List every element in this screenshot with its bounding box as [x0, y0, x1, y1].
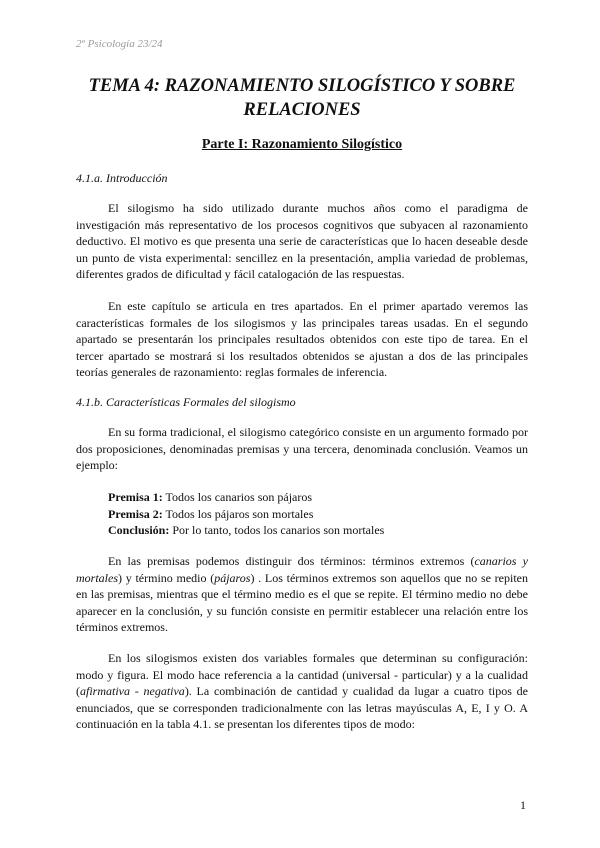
paragraph-formal-2 [76, 553, 528, 636]
example-premise-2 [108, 506, 313, 523]
chapter-title-line1: TEMA 4: RAZONAMIENTO SILOGÍSTICO Y SOBRE [88, 76, 516, 96]
p5-text-a: En los silogismos existen dos variables formales que determinan su configuración: modo y figura. El modo hace referencia a la cantidad (universal - particular) y a la cualidad ( [76, 651, 528, 698]
p4-italic-extremes: canarios y mortales [76, 554, 528, 585]
section-heading-formal: 4.1.b. Características Formales del silogismo [76, 395, 296, 409]
p5-italic-quality: afirmativa - negativa [80, 684, 185, 698]
example-premise-1 [108, 489, 312, 506]
example-conclusion [108, 522, 384, 539]
chapter-title-line2: RELACIONES [243, 100, 361, 120]
p4-italic-middle: pájaros [214, 570, 251, 585]
p4-text-a: En las premisas podemos distinguir dos términos: términos extremos ( [108, 554, 475, 568]
chapter-title [76, 74, 528, 122]
p4-text-e: ) . Los términos extremos son aquellos que no se repiten en las premisas, mientras que el término medio es el que se repite. El término medio no debe aparecer en la conclusión, y su función consiste en permitir establecer una relación entre los términos extremos. [76, 570, 528, 634]
premise-1-text: Todos los canarios son pájaros [162, 490, 313, 504]
p4-text-c: ) y término medio ( [118, 570, 215, 585]
p5-text-c: ). La combinación de cantidad y cualidad da lugar a cuatro tipos de enunciados, que se corresponden tradicionalmente con las letras mayúsculas A, E, I y O. A continuación en la tabla 4.1. se presentan los diferentes tipos de modo: [76, 684, 528, 731]
premise-2-label: Premisa 2: [108, 506, 163, 521]
premise-1-label: Premisa 1: [108, 490, 163, 504]
paragraph-formal-1: En su forma tradicional, el silogismo categórico consiste en un argumento formado por dos proposiciones, denominadas premisas y una tercera, denominada conclusión. Veamos un ejemplo: [76, 425, 528, 472]
conclusion-text: Por lo tanto, todos los canarios son mortales [169, 523, 385, 537]
paragraph-formal-3 [76, 650, 528, 733]
conclusion-label: Conclusión: [108, 523, 170, 537]
premise-2-text: Todos los pájaros son mortales [162, 506, 314, 521]
paragraph-intro-1: El silogismo ha sido utilizado durante muchos años como el paradigma de investigación más representativo de los procesos cognitivos que subyacen al razonamiento deductivo. El motivo es que presenta una serie de características que lo hacen deseable desde un punto de vista experimental: sencillez en la presentación, amplia variedad de problemas, diferentes grados de dificultad y fácil catalogación de las respuestas. [76, 201, 528, 281]
paragraph-intro-2: En este capítulo se articula en tres apartados. En el primer apartado veremos las características formales de los silogismos y las principales tareas usadas. En el segundo apartado se presentarán los principales resultados obtenidos con este tipo de tarea. En el tercer apartado se mostrará si los resultados obtenidos se ajustan a dos de las principales teorías generales de razonamiento: reglas formales de inferencia. [76, 299, 528, 379]
section-heading-intro: 4.1.a. Introducción [76, 171, 168, 185]
page-number: 1 [520, 798, 526, 812]
part-heading: Parte I: Razonamiento Silogístico [201, 137, 403, 152]
course-header: 2º Psicología 23/24 [76, 38, 163, 50]
